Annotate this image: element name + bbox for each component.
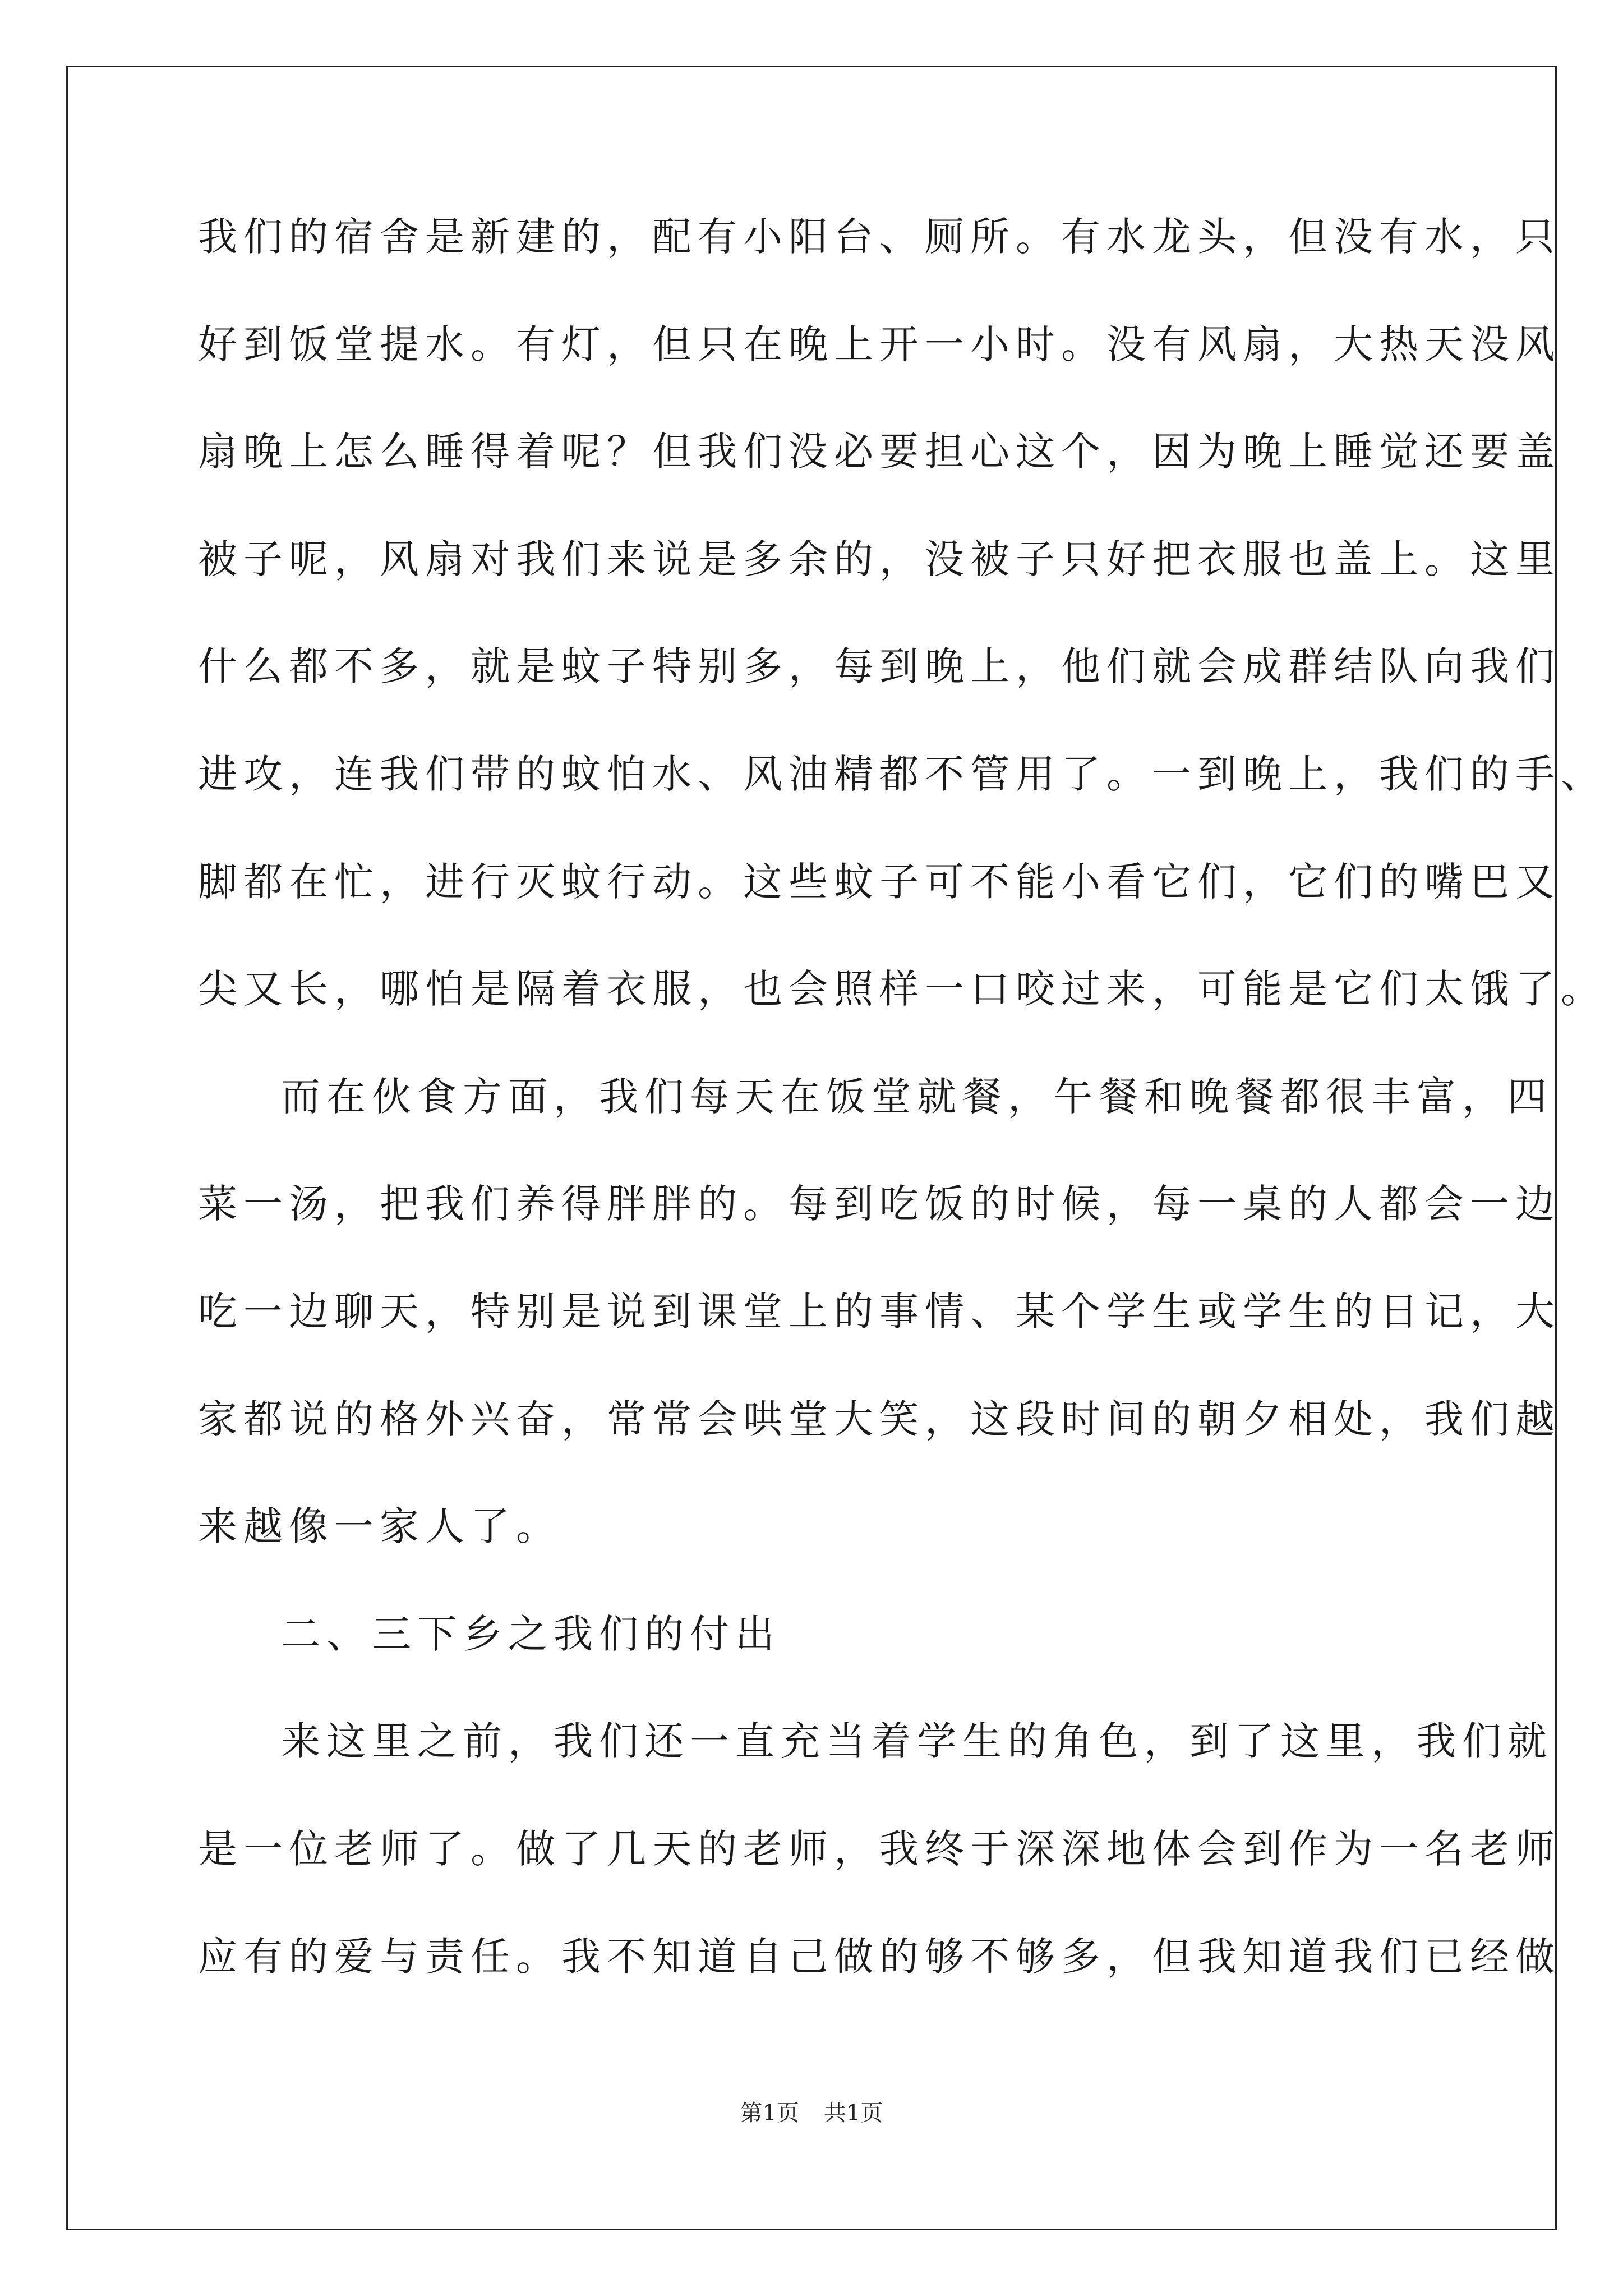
text-line: 吃一边聊天，特别是说到课堂上的事情、某个学生或学生的日记，大 [198, 1288, 1561, 1335]
page-total: 共1页 [824, 2100, 883, 2126]
text-line: 家都说的格外兴奋，常常会哄堂大笑，这段时间的朝夕相处，我们越 [198, 1396, 1561, 1442]
text-line: 来越像一家人了。 [198, 1503, 561, 1550]
page-footer [0, 2099, 1623, 2127]
text-line: 尖又长，哪怕是隔着衣服，也会照样一口咬过来，可能是它们太饿了。 [198, 966, 1606, 1013]
text-line: 应有的爱与责任。我不知道自己做的够不够多，但我知道我们已经做 [198, 1933, 1561, 1980]
text-line: 被子呢，风扇对我们来说是多余的，没被子只好把衣服也盖上。这里 [198, 536, 1561, 582]
text-line: 我们的宿舍是新建的，配有小阳台、厕所。有水龙头，但没有水，只 [198, 214, 1561, 260]
section-heading: 二、三下乡之我们的付出 [281, 1611, 781, 1657]
text-line: 扇晚上怎么睡得着呢？但我们没必要担心这个，因为晚上睡觉还要盖 [198, 429, 1561, 475]
document-body [198, 210, 1606, 2037]
paragraph-first-line: 来这里之前，我们还一直充当着学生的角色，到了这里，我们就 [281, 1718, 1553, 1765]
text-line: 是一位老师了。做了几天的老师，我终于深深地体会到作为一名老师 [198, 1825, 1561, 1872]
text-line: 什么都不多，就是蚊子特别多，每到晚上，他们就会成群结队向我们 [198, 643, 1561, 690]
paragraph-first-line: 而在伙食方面，我们每天在饭堂就餐，午餐和晚餐都很丰富，四 [281, 1073, 1553, 1120]
text-line: 好到饭堂提水。有灯，但只在晚上开一小时。没有风扇，大热天没风 [198, 321, 1561, 367]
text-line: 进攻，连我们带的蚊怕水、风油精都不管用了。一到晚上，我们的手、 [198, 751, 1606, 797]
page-number: 第1页 [740, 2100, 799, 2126]
text-line: 菜一汤，把我们养得胖胖的。每到吃饭的时候，每一桌的人都会一边 [198, 1181, 1561, 1227]
text-line: 脚都在忙，进行灭蚊行动。这些蚊子可不能小看它们，它们的嘴巴又 [198, 858, 1561, 905]
